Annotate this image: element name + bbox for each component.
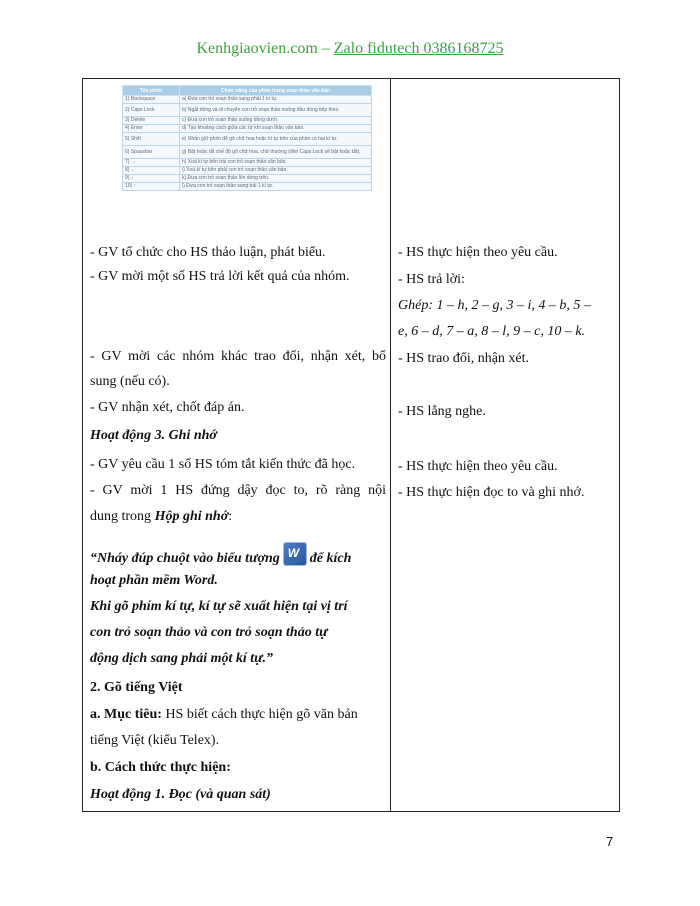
- key-name-cell: 4) Enter: [123, 125, 180, 133]
- student-line-8: - HS thực hiện đọc to và ghi nhớ.: [398, 485, 585, 500]
- teacher-line-1: - GV tổ chức cho HS thảo luận, phát biểu.: [90, 245, 326, 260]
- student-line-7: - HS thực hiện theo yêu cầu.: [398, 459, 558, 474]
- section-2-heading: 2. Gõ tiếng Việt: [90, 680, 183, 695]
- key-function-cell: a) Đưa con trỏ soạn thảo sang phải 1 kí tự.: [180, 96, 372, 104]
- key-name-cell: 8) ←: [123, 167, 180, 175]
- key-table-row: [123, 183, 372, 191]
- key-function-cell: g) Bật hoặc tắt chế độ gõ chữ hoa, chữ thường (đèn Caps Lock sẽ bật hoặc tắt).: [180, 146, 372, 159]
- key-name-cell: 9) ↓: [123, 175, 180, 183]
- teacher-line-2: - GV mời một số HS trả lời kết quả của nhóm.: [90, 269, 350, 284]
- key-function-cell: i) Xoá kí tự bên phải con trỏ soạn thảo văn bản.: [180, 167, 372, 175]
- key-table-header-key: Tên phím: [123, 86, 180, 96]
- answer-line-1: Ghép: 1 – h, 2 – g, 3 – i, 4 – b, 5 –: [398, 298, 591, 313]
- key-table-row: [123, 175, 372, 183]
- key-function-cell: c) Đưa con trỏ soạn thảo xuống dòng dưới.: [180, 117, 372, 125]
- objective-text: HS biết cách thực hiện gõ văn bản: [161, 707, 358, 722]
- key-function-cell: k) Đưa con trỏ soạn thảo lên dòng trên.: [180, 175, 372, 183]
- key-name-cell: 7) →: [123, 159, 180, 167]
- teacher-line-9-text: dung trong: [90, 509, 155, 524]
- header-site: Kenhgiaovien.com: [196, 40, 318, 57]
- memo-quote-1a: “Nháy đúp chuột vào biểu tượng: [90, 551, 280, 566]
- teacher-line-7: - GV yêu cầu 1 số HS tóm tắt kiến thức đã học.: [90, 457, 356, 472]
- teacher-line-3: - GV mời các nhóm khác trao đổi, nhận xét, bổ: [90, 349, 386, 364]
- key-name-cell: 1) Backspace: [123, 96, 180, 104]
- key-table-row: [123, 133, 372, 146]
- objective-line-2: tiếng Việt (kiểu Telex).: [90, 733, 220, 748]
- key-table-header-function: Chức năng của phím trong soạn thảo văn bản: [180, 86, 372, 96]
- key-table-row: [123, 167, 372, 175]
- memo-quote-line-2: hoạt phần mềm Word.: [90, 573, 218, 588]
- key-name-cell: 3) Delete: [123, 117, 180, 125]
- key-table-row: [123, 117, 372, 125]
- key-table-row: [123, 146, 372, 159]
- objective-label: a. Mục tiêu:: [90, 707, 162, 722]
- key-name-cell: 10) ↑: [123, 183, 180, 191]
- objective-line: [90, 707, 358, 723]
- word-app-icon: [284, 543, 306, 565]
- header-contact-link[interactable]: Zalo fidutech 0386168725: [333, 40, 504, 57]
- key-function-cell: d) Tạo khoảng cách giữa các từ khi soạn thảo văn bản.: [180, 125, 372, 133]
- column-divider: [390, 79, 391, 811]
- memo-quote-line-4: con trỏ soạn thảo và con trỏ soạn thảo tự: [90, 625, 328, 640]
- header-separator: –: [317, 40, 334, 57]
- key-name-cell: 6) Spacebar: [123, 146, 180, 159]
- teacher-line-4: sung (nếu có).: [90, 374, 170, 389]
- teacher-line-9: [90, 509, 232, 525]
- key-table-row: [123, 96, 372, 104]
- memo-quote-line-3: Khi gõ phím kí tự, kí tự sẽ xuất hiện tại vị trí: [90, 599, 348, 614]
- answer-line-2: e, 6 – d, 7 – a, 8 – l, 9 – c, 10 – k.: [398, 324, 586, 339]
- memo-quote-line-5: động dịch sang phải một kí tự.”: [90, 651, 274, 666]
- keyboard-function-table: [122, 85, 372, 191]
- teacher-line-8: - GV mời 1 HS đứng dậy đọc to, rõ ràng nội: [90, 483, 386, 498]
- method-heading: b. Cách thức thực hiện:: [90, 760, 231, 775]
- key-table-row: [123, 125, 372, 133]
- page-header: [0, 40, 700, 58]
- memo-quote-line-1: [90, 543, 351, 567]
- teacher-line-5: - GV nhận xét, chốt đáp án.: [90, 400, 245, 415]
- key-table-row: [123, 104, 372, 117]
- key-table-row: [123, 159, 372, 167]
- student-line-5: - HS trao đổi, nhận xét.: [398, 351, 530, 366]
- key-function-cell: l) Đưa con trỏ soạn thảo sang trái 1 kí tự.: [180, 183, 372, 191]
- key-name-cell: 2) Caps Lock: [123, 104, 180, 117]
- student-line-2: - HS trả lời:: [398, 272, 465, 287]
- key-function-cell: b) Ngắt dòng và di chuyển con trỏ soạn thảo xuống đầu dòng tiếp theo.: [180, 104, 372, 117]
- key-function-cell: e) Nhấn giữ phím để gõ chữ hoa hoặc kí tự trên của phím có hai kí tự.: [180, 133, 372, 146]
- memo-box-label: Hộp ghi nhớ: [154, 509, 229, 524]
- teacher-line-9-colon: :: [228, 509, 233, 524]
- student-line-6: - HS lắng nghe.: [398, 404, 486, 419]
- memo-quote-1b: để kích: [309, 551, 352, 566]
- activity-1-heading: Hoạt động 1. Đọc (và quan sát): [90, 787, 271, 802]
- key-function-cell: h) Xoá kí tự bên trái con trỏ soạn thảo văn bản.: [180, 159, 372, 167]
- lesson-table: [82, 78, 620, 812]
- student-line-1: - HS thực hiện theo yêu cầu.: [398, 245, 558, 260]
- page-number: 7: [606, 834, 614, 849]
- activity-3-heading: Hoạt động 3. Ghi nhớ: [90, 428, 217, 443]
- key-name-cell: 5) Shift: [123, 133, 180, 146]
